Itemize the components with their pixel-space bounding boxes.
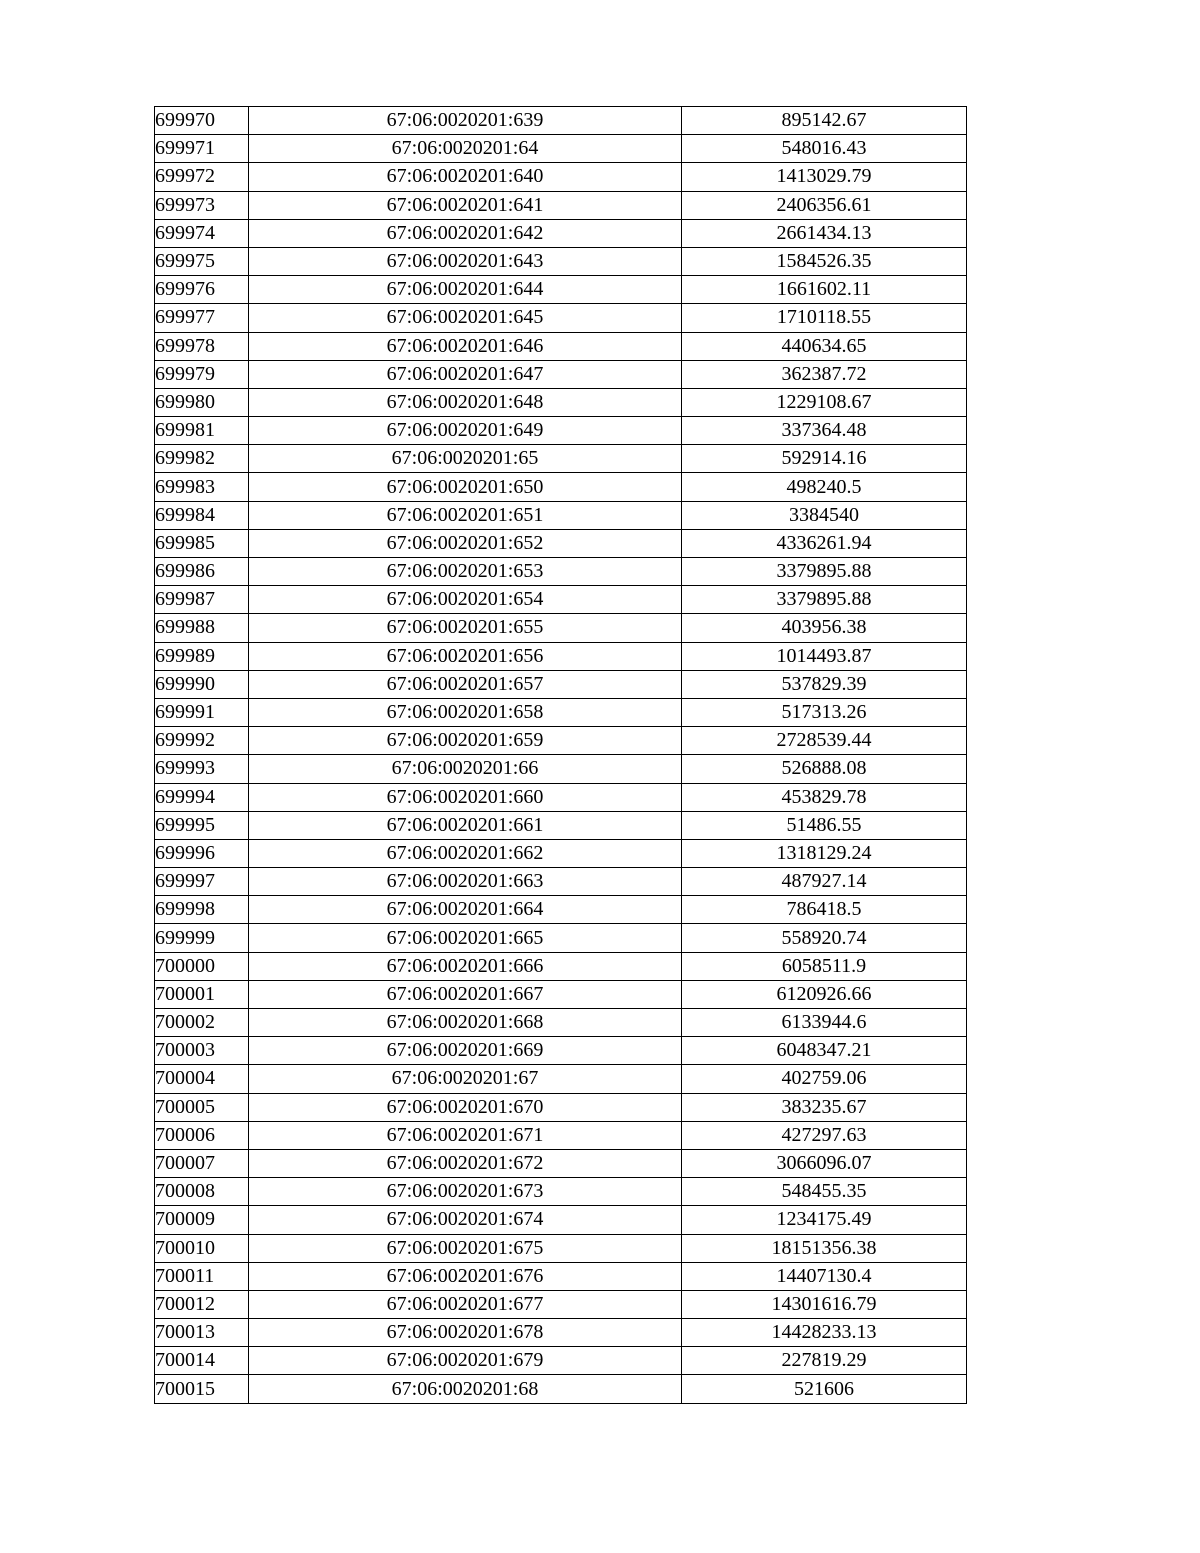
cadastral-number-cell: 67:06:0020201:649 xyxy=(249,417,682,445)
cadastral-value-cell: 592914.16 xyxy=(682,445,967,473)
cadastral-number-cell: 67:06:0020201:664 xyxy=(249,896,682,924)
table-row xyxy=(155,388,967,416)
cadastral-number-cell: 67:06:0020201:676 xyxy=(249,1262,682,1290)
cadastral-value-cell: 1710118.55 xyxy=(682,304,967,332)
cadastral-value-cell: 537829.39 xyxy=(682,670,967,698)
table-row xyxy=(155,304,967,332)
row-number-cell: 700001 xyxy=(155,980,249,1008)
cadastral-number-cell: 67:06:0020201:64 xyxy=(249,135,682,163)
table-row xyxy=(155,1234,967,1262)
cadastral-value-cell: 440634.65 xyxy=(682,332,967,360)
cadastral-value-cell: 895142.67 xyxy=(682,107,967,135)
cadastral-value-cell: 14301616.79 xyxy=(682,1290,967,1318)
row-number-cell: 699972 xyxy=(155,163,249,191)
cadastral-number-cell: 67:06:0020201:667 xyxy=(249,980,682,1008)
cadastral-number-cell: 67:06:0020201:647 xyxy=(249,360,682,388)
cadastral-number-cell: 67:06:0020201:67 xyxy=(249,1065,682,1093)
cadastral-number-cell: 67:06:0020201:641 xyxy=(249,191,682,219)
cadastral-value-cell: 517313.26 xyxy=(682,698,967,726)
cadastral-number-cell: 67:06:0020201:642 xyxy=(249,219,682,247)
cadastral-number-cell: 67:06:0020201:66 xyxy=(249,755,682,783)
row-number-cell: 699988 xyxy=(155,614,249,642)
cadastral-value-cell: 1413029.79 xyxy=(682,163,967,191)
row-number-cell: 700007 xyxy=(155,1149,249,1177)
row-number-cell: 699998 xyxy=(155,896,249,924)
cadastral-number-cell: 67:06:0020201:672 xyxy=(249,1149,682,1177)
cadastral-value-cell: 402759.06 xyxy=(682,1065,967,1093)
table-row xyxy=(155,1319,967,1347)
cadastral-value-cell: 2661434.13 xyxy=(682,219,967,247)
row-number-cell: 699991 xyxy=(155,698,249,726)
cadastral-number-cell: 67:06:0020201:646 xyxy=(249,332,682,360)
cadastral-value-cell: 227819.29 xyxy=(682,1347,967,1375)
row-number-cell: 700012 xyxy=(155,1290,249,1318)
row-number-cell: 699978 xyxy=(155,332,249,360)
cadastral-number-cell: 67:06:0020201:677 xyxy=(249,1290,682,1318)
table-row xyxy=(155,1149,967,1177)
cadastral-number-cell: 67:06:0020201:655 xyxy=(249,614,682,642)
cadastral-number-cell: 67:06:0020201:669 xyxy=(249,1037,682,1065)
row-number-cell: 699970 xyxy=(155,107,249,135)
cadastral-value-cell: 51486.55 xyxy=(682,811,967,839)
table-row xyxy=(155,107,967,135)
cadastral-value-cell: 4336261.94 xyxy=(682,529,967,557)
cadastral-value-cell: 3379895.88 xyxy=(682,586,967,614)
cadastral-value-cell: 1318129.24 xyxy=(682,839,967,867)
cadastral-number-cell: 67:06:0020201:657 xyxy=(249,670,682,698)
cadastral-number-cell: 67:06:0020201:648 xyxy=(249,388,682,416)
table-row xyxy=(155,1178,967,1206)
cadastral-value-cell: 403956.38 xyxy=(682,614,967,642)
cadastral-value-cell: 2728539.44 xyxy=(682,727,967,755)
table-row xyxy=(155,1037,967,1065)
cadastral-value-cell: 6048347.21 xyxy=(682,1037,967,1065)
table-row xyxy=(155,135,967,163)
cadastral-value-cell: 521606 xyxy=(682,1375,967,1403)
row-number-cell: 699996 xyxy=(155,839,249,867)
cadastral-number-cell: 67:06:0020201:663 xyxy=(249,868,682,896)
row-number-cell: 700004 xyxy=(155,1065,249,1093)
row-number-cell: 700008 xyxy=(155,1178,249,1206)
table-body xyxy=(155,107,967,1404)
row-number-cell: 700011 xyxy=(155,1262,249,1290)
table-row xyxy=(155,332,967,360)
row-number-cell: 699983 xyxy=(155,473,249,501)
table-row xyxy=(155,1262,967,1290)
cadastral-value-cell: 1584526.35 xyxy=(682,247,967,275)
row-number-cell: 700003 xyxy=(155,1037,249,1065)
cadastral-number-cell: 67:06:0020201:639 xyxy=(249,107,682,135)
cadastral-value-cell: 786418.5 xyxy=(682,896,967,924)
row-number-cell: 699993 xyxy=(155,755,249,783)
table-row xyxy=(155,868,967,896)
cadastral-value-cell: 526888.08 xyxy=(682,755,967,783)
cadastral-number-cell: 67:06:0020201:665 xyxy=(249,924,682,952)
row-number-cell: 699985 xyxy=(155,529,249,557)
table-row xyxy=(155,1206,967,1234)
table-row xyxy=(155,276,967,304)
table-row xyxy=(155,1065,967,1093)
cadastral-value-cell: 548455.35 xyxy=(682,1178,967,1206)
row-number-cell: 699999 xyxy=(155,924,249,952)
row-number-cell: 699973 xyxy=(155,191,249,219)
row-number-cell: 699987 xyxy=(155,586,249,614)
row-number-cell: 699982 xyxy=(155,445,249,473)
cadastral-value-cell: 3384540 xyxy=(682,501,967,529)
table-row xyxy=(155,417,967,445)
cadastral-value-cell: 2406356.61 xyxy=(682,191,967,219)
table-row xyxy=(155,219,967,247)
table-row xyxy=(155,924,967,952)
cadastral-value-cell: 453829.78 xyxy=(682,783,967,811)
table-row xyxy=(155,1093,967,1121)
row-number-cell: 700010 xyxy=(155,1234,249,1262)
table-row xyxy=(155,670,967,698)
table-row xyxy=(155,163,967,191)
row-number-cell: 700002 xyxy=(155,1009,249,1037)
cadastral-number-cell: 67:06:0020201:650 xyxy=(249,473,682,501)
cadastral-number-cell: 67:06:0020201:679 xyxy=(249,1347,682,1375)
cadastral-number-cell: 67:06:0020201:652 xyxy=(249,529,682,557)
cadastral-value-cell: 6133944.6 xyxy=(682,1009,967,1037)
row-number-cell: 699977 xyxy=(155,304,249,332)
cadastral-value-cell: 14407130.4 xyxy=(682,1262,967,1290)
cadastral-number-cell: 67:06:0020201:674 xyxy=(249,1206,682,1234)
row-number-cell: 700013 xyxy=(155,1319,249,1347)
cadastral-value-cell: 1014493.87 xyxy=(682,642,967,670)
table-row xyxy=(155,952,967,980)
row-number-cell: 699981 xyxy=(155,417,249,445)
cadastral-number-cell: 67:06:0020201:659 xyxy=(249,727,682,755)
cadastral-value-cell: 498240.5 xyxy=(682,473,967,501)
cadastral-number-cell: 67:06:0020201:662 xyxy=(249,839,682,867)
table-row xyxy=(155,558,967,586)
table-row xyxy=(155,191,967,219)
cadastral-number-cell: 67:06:0020201:654 xyxy=(249,586,682,614)
table-row xyxy=(155,1121,967,1149)
row-number-cell: 699974 xyxy=(155,219,249,247)
table-row xyxy=(155,614,967,642)
row-number-cell: 699994 xyxy=(155,783,249,811)
cadastral-value-cell: 1234175.49 xyxy=(682,1206,967,1234)
row-number-cell: 699990 xyxy=(155,670,249,698)
cadastral-value-cell: 3379895.88 xyxy=(682,558,967,586)
table-row xyxy=(155,839,967,867)
row-number-cell: 699986 xyxy=(155,558,249,586)
table-row xyxy=(155,811,967,839)
table-row xyxy=(155,1290,967,1318)
cadastral-value-cell: 6058511.9 xyxy=(682,952,967,980)
cadastral-number-cell: 67:06:0020201:645 xyxy=(249,304,682,332)
row-number-cell: 700005 xyxy=(155,1093,249,1121)
table-row xyxy=(155,473,967,501)
cadastral-number-cell: 67:06:0020201:653 xyxy=(249,558,682,586)
cadastral-value-cell: 18151356.38 xyxy=(682,1234,967,1262)
cadastral-number-cell: 67:06:0020201:658 xyxy=(249,698,682,726)
row-number-cell: 700000 xyxy=(155,952,249,980)
cadastral-number-cell: 67:06:0020201:671 xyxy=(249,1121,682,1149)
table-row xyxy=(155,896,967,924)
cadastral-value-cell: 1661602.11 xyxy=(682,276,967,304)
row-number-cell: 699979 xyxy=(155,360,249,388)
table-row xyxy=(155,360,967,388)
cadastral-number-cell: 67:06:0020201:670 xyxy=(249,1093,682,1121)
table-row xyxy=(155,727,967,755)
table-row xyxy=(155,529,967,557)
cadastral-number-cell: 67:06:0020201:68 xyxy=(249,1375,682,1403)
row-number-cell: 700015 xyxy=(155,1375,249,1403)
table-row xyxy=(155,698,967,726)
cadastral-value-cell: 487927.14 xyxy=(682,868,967,896)
cadastral-number-cell: 67:06:0020201:668 xyxy=(249,1009,682,1037)
cadastral-number-cell: 67:06:0020201:661 xyxy=(249,811,682,839)
cadastral-number-cell: 67:06:0020201:640 xyxy=(249,163,682,191)
cadastral-number-cell: 67:06:0020201:651 xyxy=(249,501,682,529)
cadastral-value-cell: 14428233.13 xyxy=(682,1319,967,1347)
table-row xyxy=(155,501,967,529)
cadastral-number-cell: 67:06:0020201:65 xyxy=(249,445,682,473)
cadastral-number-cell: 67:06:0020201:666 xyxy=(249,952,682,980)
row-number-cell: 699995 xyxy=(155,811,249,839)
cadastral-number-cell: 67:06:0020201:675 xyxy=(249,1234,682,1262)
table-row xyxy=(155,755,967,783)
cadastral-value-cell: 383235.67 xyxy=(682,1093,967,1121)
table-row xyxy=(155,783,967,811)
cadastral-value-cell: 6120926.66 xyxy=(682,980,967,1008)
cadastral-value-cell: 427297.63 xyxy=(682,1121,967,1149)
cadastral-number-cell: 67:06:0020201:673 xyxy=(249,1178,682,1206)
cadastral-number-cell: 67:06:0020201:678 xyxy=(249,1319,682,1347)
table-row xyxy=(155,1347,967,1375)
row-number-cell: 699989 xyxy=(155,642,249,670)
row-number-cell: 699980 xyxy=(155,388,249,416)
row-number-cell: 699971 xyxy=(155,135,249,163)
cadastral-number-cell: 67:06:0020201:643 xyxy=(249,247,682,275)
table-row xyxy=(155,642,967,670)
cadastral-value-cell: 558920.74 xyxy=(682,924,967,952)
cadastral-value-cell: 548016.43 xyxy=(682,135,967,163)
cadastral-value-cell: 3066096.07 xyxy=(682,1149,967,1177)
cadastral-value-cell: 337364.48 xyxy=(682,417,967,445)
table-row xyxy=(155,586,967,614)
table-row xyxy=(155,980,967,1008)
row-number-cell: 699997 xyxy=(155,868,249,896)
row-number-cell: 700014 xyxy=(155,1347,249,1375)
cadastral-value-cell: 362387.72 xyxy=(682,360,967,388)
cadastral-number-cell: 67:06:0020201:656 xyxy=(249,642,682,670)
row-number-cell: 700009 xyxy=(155,1206,249,1234)
row-number-cell: 699975 xyxy=(155,247,249,275)
table-row xyxy=(155,1009,967,1037)
cadastral-number-cell: 67:06:0020201:644 xyxy=(249,276,682,304)
cadastral-value-table xyxy=(154,106,967,1404)
row-number-cell: 699992 xyxy=(155,727,249,755)
table-row xyxy=(155,247,967,275)
table-row xyxy=(155,445,967,473)
row-number-cell: 700006 xyxy=(155,1121,249,1149)
cadastral-number-cell: 67:06:0020201:660 xyxy=(249,783,682,811)
cadastral-value-cell: 1229108.67 xyxy=(682,388,967,416)
row-number-cell: 699976 xyxy=(155,276,249,304)
table-row xyxy=(155,1375,967,1403)
row-number-cell: 699984 xyxy=(155,501,249,529)
